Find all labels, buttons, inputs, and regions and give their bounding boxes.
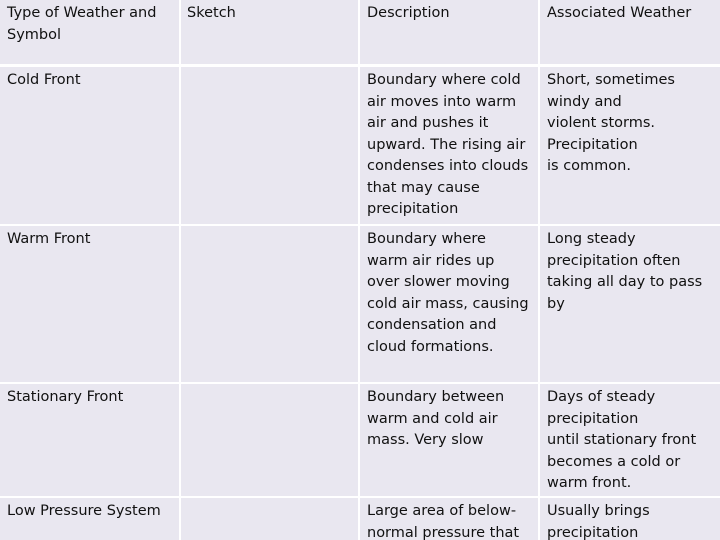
cell-weather: Usually brings precipitation [547, 503, 650, 540]
cell-description: Large area of below- normal pressure that [367, 503, 520, 540]
header-sketch-label: Sketch [187, 5, 236, 21]
header-type [0, 0, 179, 64]
cell-type: Stationary Front [7, 389, 124, 405]
row-cold-front-weather [540, 67, 720, 224]
header-type-label: Type of Weather and Symbol [7, 5, 157, 43]
row-warm-front-type [0, 226, 179, 382]
row-cold-front-description [360, 67, 538, 224]
cell-weather: Short, sometimes windy and violent storms. Precipitation is common. [547, 72, 675, 174]
row-warm-front-description [360, 226, 538, 382]
row-warm-front-sketch [181, 226, 358, 382]
row-low-pressure-type [0, 498, 179, 540]
cell-description: Boundary where cold air moves into warm air and pushes it upward. The rising air condenses into clouds that may cause precipitation [367, 72, 529, 217]
row-stationary-front-sketch [181, 384, 358, 496]
cell-description: Boundary where warm air rides up over slower moving cold air mass, causing condensation and cloud formations. [367, 231, 529, 355]
header-sketch [181, 0, 358, 64]
cell-weather: Long steady precipitation often taking all day to pass by [547, 231, 703, 312]
row-stationary-front-type [0, 384, 179, 496]
row-cold-front-type [0, 67, 179, 224]
row-stationary-front-weather [540, 384, 720, 496]
header-weather-label: Associated Weather [547, 5, 692, 21]
cell-description: Boundary between warm and cold air mass. Very slow [367, 389, 505, 448]
row-low-pressure-description [360, 498, 538, 540]
row-low-pressure-sketch [181, 498, 358, 540]
row-warm-front-weather [540, 226, 720, 382]
header-weather [540, 0, 720, 64]
row-low-pressure-weather [540, 498, 720, 540]
cell-type: Low Pressure System [7, 503, 161, 519]
cell-type: Cold Front [7, 72, 81, 88]
header-description [360, 0, 538, 64]
row-stationary-front-description [360, 384, 538, 496]
row-cold-front-sketch [181, 67, 358, 224]
cell-type: Warm Front [7, 231, 91, 247]
header-description-label: Description [367, 5, 450, 21]
cell-weather: Days of steady precipitation until stationary front becomes a cold or warm front. [547, 389, 697, 491]
